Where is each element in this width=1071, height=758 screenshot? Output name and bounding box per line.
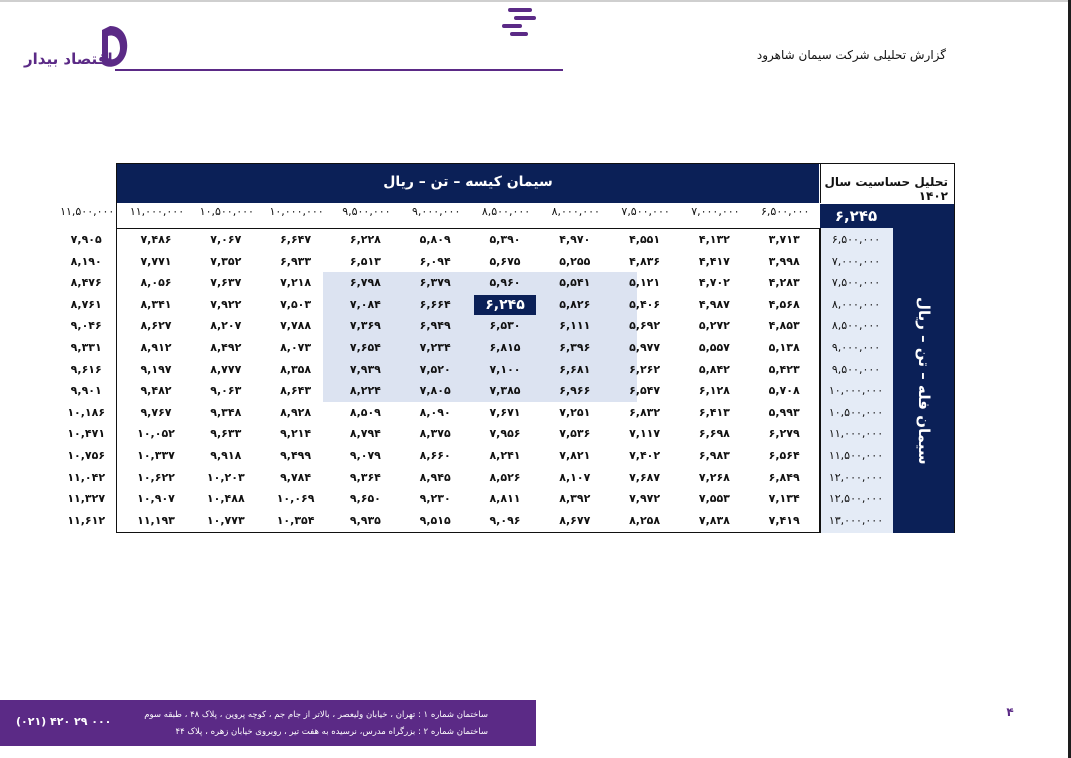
column-header: ۹,۵۰۰,۰۰۰ — [342, 205, 391, 218]
table-cell: ۷,۶۷۱ — [489, 405, 521, 419]
table-corner — [820, 164, 954, 203]
table-cell: ۵,۱۲۱ — [629, 276, 661, 290]
table-cell: ۵,۴۲۳ — [768, 362, 800, 376]
table-cell: ۸,۷۹۴ — [349, 427, 381, 441]
table-cell: ۵,۳۹۰ — [489, 233, 521, 246]
column-header: ۱۰,۵۰۰,۰۰۰ — [199, 205, 254, 218]
table-cell: ۵,۹۶۰ — [489, 276, 521, 290]
table-cell: ۸,۳۷۵ — [419, 427, 451, 441]
table-cell: ۸,۶۴۳ — [280, 384, 312, 398]
table-cell: ۷,۲۵۱ — [559, 405, 591, 419]
table-cell: ۷,۲۳۴ — [419, 341, 451, 354]
row-header: ۸,۰۰۰,۰۰۰ — [831, 297, 881, 311]
column-header: ۱۰,۰۰۰,۰۰۰ — [269, 205, 324, 218]
table-cell: ۷,۳۶۹ — [349, 319, 381, 333]
table-cell: ۷,۵۲۰ — [419, 362, 451, 376]
table-cell: ۴,۲۸۳ — [768, 276, 800, 290]
table-cell: ۸,۷۶۱ — [70, 297, 102, 311]
table-cell: ۸,۰۹۰ — [419, 405, 451, 419]
row-header: ۱۱,۰۰۰,۰۰۰ — [828, 427, 884, 441]
table-cell: ۷,۴۰۲ — [629, 449, 661, 462]
table-cell: ۶,۵۳۰ — [489, 319, 521, 333]
table-cell: ۷,۰۶۷ — [210, 233, 242, 246]
table-cell: ۶,۱۱۱ — [559, 319, 591, 333]
table-cell: ۵,۴۰۶ — [629, 297, 661, 311]
row-header: ۷,۵۰۰,۰۰۰ — [831, 276, 881, 290]
row-header: ۱۰,۵۰۰,۰۰۰ — [828, 405, 884, 419]
table-cell: ۶,۷۹۸ — [349, 276, 381, 290]
table-cell: ۵,۸۰۹ — [419, 233, 451, 246]
column-axis-label: سیمان کیسه – تن – ریال — [383, 174, 553, 190]
table-cell: ۶,۸۴۹ — [768, 470, 800, 484]
table-cell: ۸,۷۷۷ — [210, 362, 242, 376]
table-cell: ۶,۸۱۵ — [489, 341, 521, 354]
table-cell: ۸,۳۴۱ — [140, 297, 172, 311]
table-cell: ۷,۵۳۶ — [559, 427, 591, 441]
table-cell: ۱۱,۳۲۷ — [67, 492, 106, 506]
table-cell: ۹,۰۹۶ — [489, 513, 521, 527]
table-cell: ۷,۹۲۲ — [210, 297, 242, 311]
table-cell: ۴,۵۶۸ — [768, 297, 800, 311]
table-cell: ۷,۲۶۸ — [698, 470, 730, 484]
table-cell: ۱۱,۱۹۳ — [137, 513, 175, 527]
column-header: ۱۱,۰۰۰,۰۰۰ — [129, 205, 185, 218]
table-cell: ۸,۳۹۲ — [559, 492, 591, 506]
table-cell: ۹,۹۰۱ — [70, 384, 102, 398]
table-cell: ۷,۹۳۹ — [349, 362, 381, 376]
table-cell: ۹,۰۴۶ — [70, 319, 102, 333]
table-cell: ۶,۸۳۲ — [629, 405, 661, 419]
table-cell: ۹,۰۷۹ — [349, 449, 381, 462]
table-cell: ۴,۵۵۱ — [629, 233, 661, 246]
table-cell: ۹,۳۴۸ — [210, 405, 242, 419]
top-border — [0, 0, 1068, 2]
table-cell: ۶,۶۹۸ — [698, 427, 730, 441]
table-cell: ۴,۹۸۷ — [698, 297, 730, 311]
column-header: ۶,۵۰۰,۰۰۰ — [761, 205, 810, 218]
footer-stripes-icon — [494, 4, 538, 42]
column-header: ۸,۵۰۰,۰۰۰ — [481, 205, 531, 218]
row-header: ۶,۵۰۰,۰۰۰ — [831, 233, 881, 246]
table-cell: ۴,۱۳۲ — [698, 233, 730, 246]
table-cell: ۴,۹۷۰ — [559, 233, 591, 246]
table-cell: ۷,۶۳۷ — [210, 276, 242, 290]
page-number: ۴ — [1006, 705, 1014, 719]
table-cell: ۸,۱۰۷ — [559, 470, 591, 484]
table-cell: ۶,۲۲۸ — [349, 233, 381, 246]
table-cell: ۵,۹۷۷ — [629, 341, 661, 354]
table-cell: ۷,۸۳۸ — [698, 513, 730, 527]
row-header: ۱۲,۰۰۰,۰۰۰ — [828, 470, 884, 484]
table-cell: ۸,۹۴۵ — [419, 470, 451, 484]
table-cell: ۷,۱۱۷ — [629, 427, 661, 441]
sensitivity-table — [60, 163, 955, 533]
table-cell: ۷,۶۵۴ — [349, 341, 381, 354]
table-cell: ۷,۳۸۵ — [489, 384, 521, 398]
table-cell: ۵,۲۵۵ — [559, 254, 591, 268]
table-cell: ۱۰,۳۵۴ — [276, 513, 315, 527]
table-cell: ۳,۹۹۸ — [768, 254, 800, 268]
table-cell: ۶,۳۹۶ — [559, 341, 591, 354]
table-cell: ۸,۵۰۹ — [349, 405, 381, 419]
table-cell: ۷,۱۰۰ — [489, 362, 521, 376]
column-axis-bar — [117, 164, 819, 203]
table-cell: ۶,۶۴۷ — [280, 233, 312, 246]
row-header: ۱۲,۵۰۰,۰۰۰ — [828, 492, 884, 506]
table-cell: ۹,۹۱۸ — [210, 449, 242, 462]
table-cell: ۶,۹۶۶ — [559, 384, 591, 398]
column-header: ۷,۰۰۰,۰۰۰ — [691, 205, 740, 218]
table-cell: ۱۰,۲۰۳ — [206, 470, 245, 484]
address-line-2: ساختمان شماره ۲ : بزرگراه مدرس، نرسیده به هفت تیر ، روبروی خیابان زهره ، پلاک ۴۴ — [175, 727, 488, 737]
table-cell: ۸,۴۹۲ — [210, 341, 242, 354]
row-header: ۱۳,۰۰۰,۰۰۰ — [828, 513, 884, 527]
table-cell: ۷,۸۲۱ — [559, 449, 591, 462]
table-cell: ۷,۰۸۴ — [349, 297, 381, 311]
table-cell: ۶,۶۸۱ — [559, 362, 591, 376]
table-cell: ۸,۳۵۸ — [280, 362, 312, 376]
column-header: ۷,۵۰۰,۰۰۰ — [621, 205, 670, 218]
table-cell: ۶,۹۸۳ — [698, 449, 730, 462]
table-cell: ۱۰,۴۷۱ — [67, 427, 106, 441]
table-cell: ۶,۶۶۴ — [419, 297, 451, 311]
table-cell: ۷,۵۰۳ — [280, 297, 312, 311]
table-cell: ۴,۸۵۳ — [768, 319, 800, 333]
table-cell: ۵,۹۹۳ — [768, 405, 800, 419]
address-line-1: ساختمان شماره ۱ : تهران ، خیابان ولیعصر ، بالاتر از جام جم ، کوچه پروین ، پلاک ۴۸ ، طبقه سوم — [144, 710, 488, 720]
header-separator — [117, 228, 819, 229]
row-header: ۸,۵۰۰,۰۰۰ — [831, 319, 881, 333]
table-cell: ۶,۴۱۳ — [698, 405, 730, 419]
row-axis-label: سیمان فله – تن – ریال — [915, 296, 933, 465]
table-cell: ۹,۰۶۳ — [210, 384, 242, 398]
phone-number: (۰۲۱) ۴۲۰ ۲۹ ۰۰۰ — [16, 715, 112, 728]
table-cell: ۳,۷۱۳ — [768, 233, 800, 246]
table-cell: ۴,۴۱۷ — [698, 254, 730, 268]
table-cell: ۷,۴۱۹ — [768, 513, 800, 527]
table-cell: ۶,۲۶۲ — [629, 362, 661, 376]
table-cell: ۵,۶۹۲ — [629, 319, 661, 333]
table-cell: ۶,۵۱۳ — [349, 254, 381, 268]
table-cell: ۸,۴۷۶ — [70, 276, 102, 290]
table-cell: ۵,۵۵۷ — [698, 341, 730, 354]
table-cell: ۹,۴۸۲ — [140, 384, 172, 398]
table-cell: ۷,۹۷۲ — [629, 492, 661, 506]
table-cell: ۷,۹۵۶ — [489, 427, 521, 441]
table-cell: ۸,۲۲۴ — [349, 384, 381, 398]
table-cell: ۵,۱۳۸ — [768, 341, 800, 354]
table-cell: ۶,۵۴۷ — [629, 384, 661, 398]
table-cell: ۹,۶۳۳ — [210, 427, 242, 441]
table-cell: ۸,۶۲۷ — [140, 319, 172, 333]
row-header: ۹,۰۰۰,۰۰۰ — [831, 341, 881, 354]
table-cell: ۷,۷۸۸ — [280, 319, 312, 333]
table-cell: ۹,۹۳۵ — [349, 513, 381, 527]
column-header: ۹,۰۰۰,۰۰۰ — [412, 205, 461, 218]
column-header: ۸,۰۰۰,۰۰۰ — [551, 205, 600, 218]
table-cell: ۶,۰۹۴ — [419, 254, 451, 268]
table-cell: ۱۰,۷۷۳ — [206, 513, 245, 527]
table-cell: ۶,۹۳۳ — [280, 254, 312, 268]
table-cell: ۵,۷۰۸ — [768, 384, 800, 398]
table-cell: ۹,۱۹۷ — [140, 362, 172, 376]
table-cell: ۸,۶۶۰ — [419, 449, 451, 462]
table-cell: ۸,۲۰۷ — [210, 319, 242, 333]
row-axis-bar — [893, 228, 954, 533]
row-header: ۱۱,۵۰۰,۰۰۰ — [828, 449, 884, 462]
table-cell: ۵,۲۷۲ — [698, 319, 730, 333]
table-cell: ۱۰,۶۲۲ — [137, 470, 175, 484]
table-cell: ۶,۳۷۹ — [419, 276, 451, 290]
table-cell: ۱۰,۴۸۸ — [206, 492, 245, 506]
table-cell: ۵,۸۲۶ — [559, 297, 591, 311]
table-cell: ۸,۶۷۷ — [559, 513, 591, 527]
table-cell: ۹,۲۳۰ — [419, 492, 451, 506]
column-header: ۱۱,۵۰۰,۰۰۰ — [60, 205, 115, 218]
table-cell: ۶,۱۲۸ — [698, 384, 730, 398]
table-cell: ۶,۹۴۹ — [419, 319, 451, 333]
base-case-cell: ۶,۲۴۵ — [474, 295, 536, 315]
footer-bar — [0, 700, 536, 746]
table-cell: ۷,۸۰۵ — [419, 384, 451, 398]
row-header: ۷,۰۰۰,۰۰۰ — [831, 254, 881, 268]
table-cell: ۹,۲۱۴ — [280, 427, 312, 441]
table-cell: ۵,۸۴۲ — [698, 362, 730, 376]
base-value: ۶,۲۴۵ — [834, 207, 878, 225]
table-cell: ۸,۵۲۶ — [489, 470, 521, 484]
table-cell: ۹,۳۳۱ — [70, 341, 102, 354]
table-cell: ۸,۲۵۸ — [629, 513, 661, 527]
table-cell: ۹,۷۶۷ — [140, 405, 172, 419]
table-cell: ۱۰,۹۰۷ — [137, 492, 175, 506]
table-cell: ۶,۵۶۴ — [768, 449, 800, 462]
table-cell: ۷,۳۵۲ — [210, 254, 242, 268]
table-cell: ۸,۱۹۰ — [70, 254, 102, 268]
table-cell: ۱۰,۰۶۹ — [276, 492, 315, 506]
table-cell: ۱۰,۷۵۶ — [67, 449, 106, 462]
table-cell: ۸,۰۷۳ — [280, 341, 312, 354]
table-cell: ۹,۶۵۰ — [349, 492, 381, 506]
table-cell: ۹,۴۹۹ — [280, 449, 312, 462]
table-cell: ۱۱,۰۴۲ — [67, 470, 106, 484]
table-cell: ۷,۹۰۵ — [70, 233, 102, 246]
row-header: ۱۰,۰۰۰,۰۰۰ — [828, 384, 884, 398]
base-value-box — [820, 204, 954, 228]
table-cell: ۹,۶۱۶ — [70, 362, 102, 376]
table-cell: ۷,۱۳۴ — [768, 492, 800, 506]
table-cell: ۴,۷۰۲ — [698, 276, 730, 290]
report-title: گزارش تحلیلی شرکت سیمان شاهرود — [756, 48, 946, 62]
table-cell: ۵,۵۴۱ — [559, 276, 591, 290]
header-divider — [115, 69, 563, 71]
table-cell: ۷,۴۸۶ — [140, 233, 172, 246]
table-cell: ۵,۶۷۵ — [489, 254, 521, 268]
table-cell: ۷,۶۸۷ — [629, 470, 661, 484]
logo-text: اقتصاد بیدار — [24, 50, 113, 68]
table-cell: ۸,۰۵۶ — [140, 276, 172, 290]
table-cell: ۱۰,۳۳۷ — [137, 449, 175, 462]
row-header: ۹,۵۰۰,۰۰۰ — [831, 362, 881, 376]
table-cell: ۷,۲۱۸ — [280, 276, 312, 290]
table-cell: ۴,۸۳۶ — [629, 254, 661, 268]
table-cell: ۱۰,۱۸۶ — [67, 405, 106, 419]
table-title: تحلیل حساسیت سال ۱۴۰۲ — [824, 175, 948, 203]
table-cell: ۷,۷۷۱ — [140, 254, 172, 268]
table-cell: ۸,۸۱۱ — [489, 492, 521, 506]
table-cell: ۱۱,۶۱۲ — [67, 513, 106, 527]
table-cell: ۱۰,۰۵۲ — [137, 427, 175, 441]
table-cell: ۹,۵۱۵ — [419, 513, 451, 527]
table-cell: ۹,۷۸۴ — [280, 470, 312, 484]
table-cell: ۹,۳۶۴ — [349, 470, 381, 484]
table-cell: ۸,۹۱۲ — [140, 341, 172, 354]
table-cell: ۷,۵۵۳ — [698, 492, 730, 506]
table-cell: ۶,۲۷۹ — [768, 427, 800, 441]
table-cell: ۸,۲۴۱ — [489, 449, 521, 462]
table-cell: ۸,۹۲۸ — [280, 405, 312, 419]
